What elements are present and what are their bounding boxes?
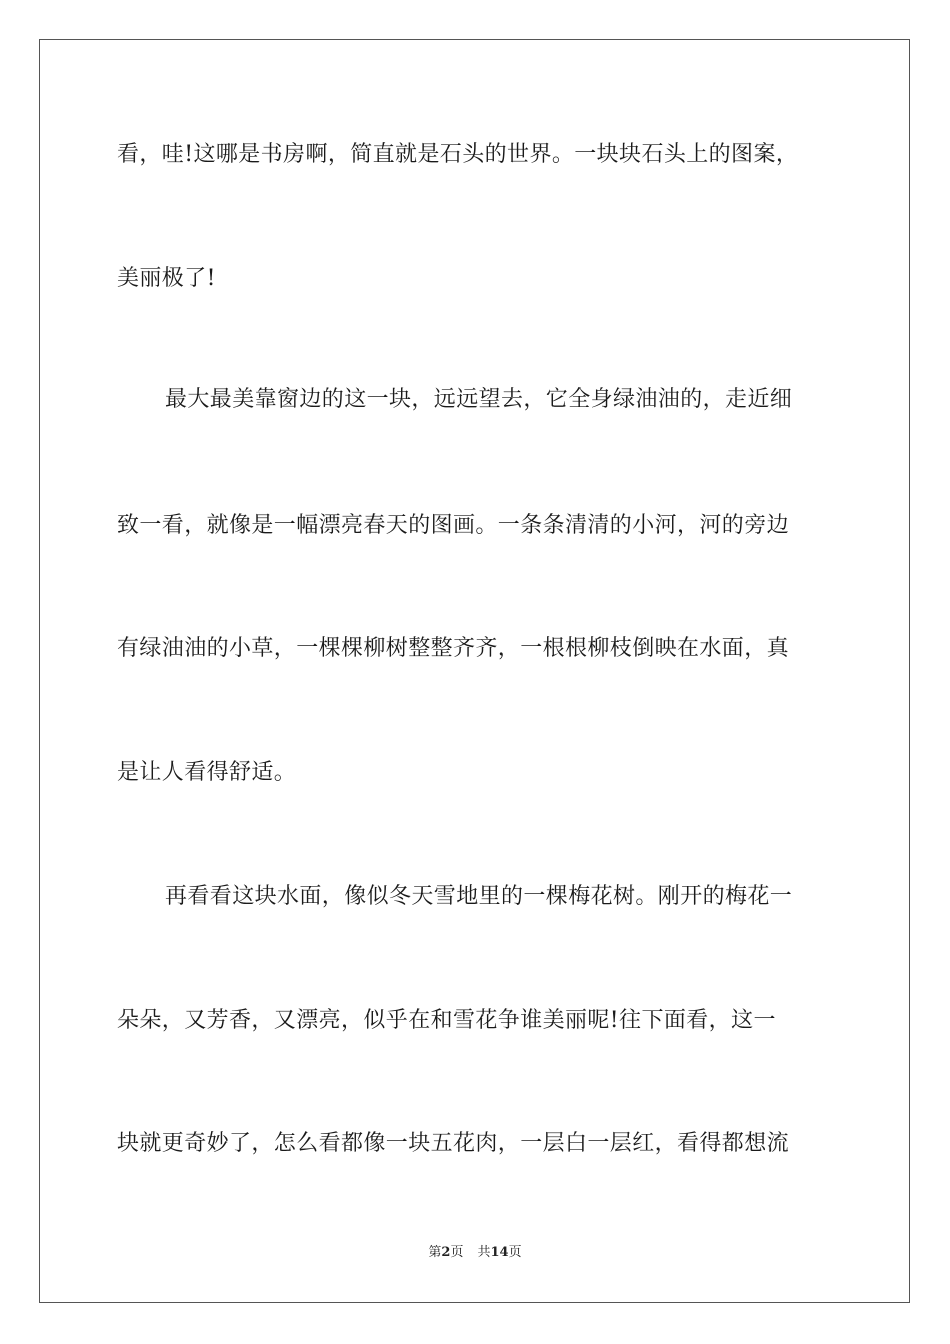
total-suffix: 页 [508,1245,522,1260]
page-suffix: 页 [450,1245,464,1260]
paragraph-line-2: 美丽极了! [117,266,216,291]
paragraph-line-6: 是让人看得舒适。 [117,760,297,785]
total-prefix: 共 [477,1245,491,1260]
page-footer [0,1245,950,1261]
paragraph-line-1: 看，哇!这哪是书房啊，简直就是石头的世界。一块块石头上的图案， [117,142,799,167]
page-total: 14 [490,1245,509,1260]
paragraph-line-4: 致一看，就像是一幅漂亮春天的图画。一条条清清的小河，河的旁边 [117,513,790,538]
paragraph-line-7: 再看看这块水面，像似冬天雪地里的一棵梅花树。刚开的梅花一 [165,884,793,909]
paragraph-line-5: 有绿油油的小草，一棵棵柳树整整齐齐，一根根柳枝倒映在水面，真 [117,636,790,661]
page-border [39,39,910,1303]
page-current: 2 [441,1245,451,1260]
paragraph-line-8: 朵朵，又芳香，又漂亮，似乎在和雪花争谁美丽呢!往下面看，这一 [117,1008,776,1033]
page-prefix: 第 [428,1245,442,1260]
paragraph-line-9: 块就更奇妙了，怎么看都像一块五花肉，一层白一层红，看得都想流 [117,1131,790,1156]
paragraph-line-3: 最大最美靠窗边的这一块，远远望去，它全身绿油油的，走近细 [165,387,793,412]
